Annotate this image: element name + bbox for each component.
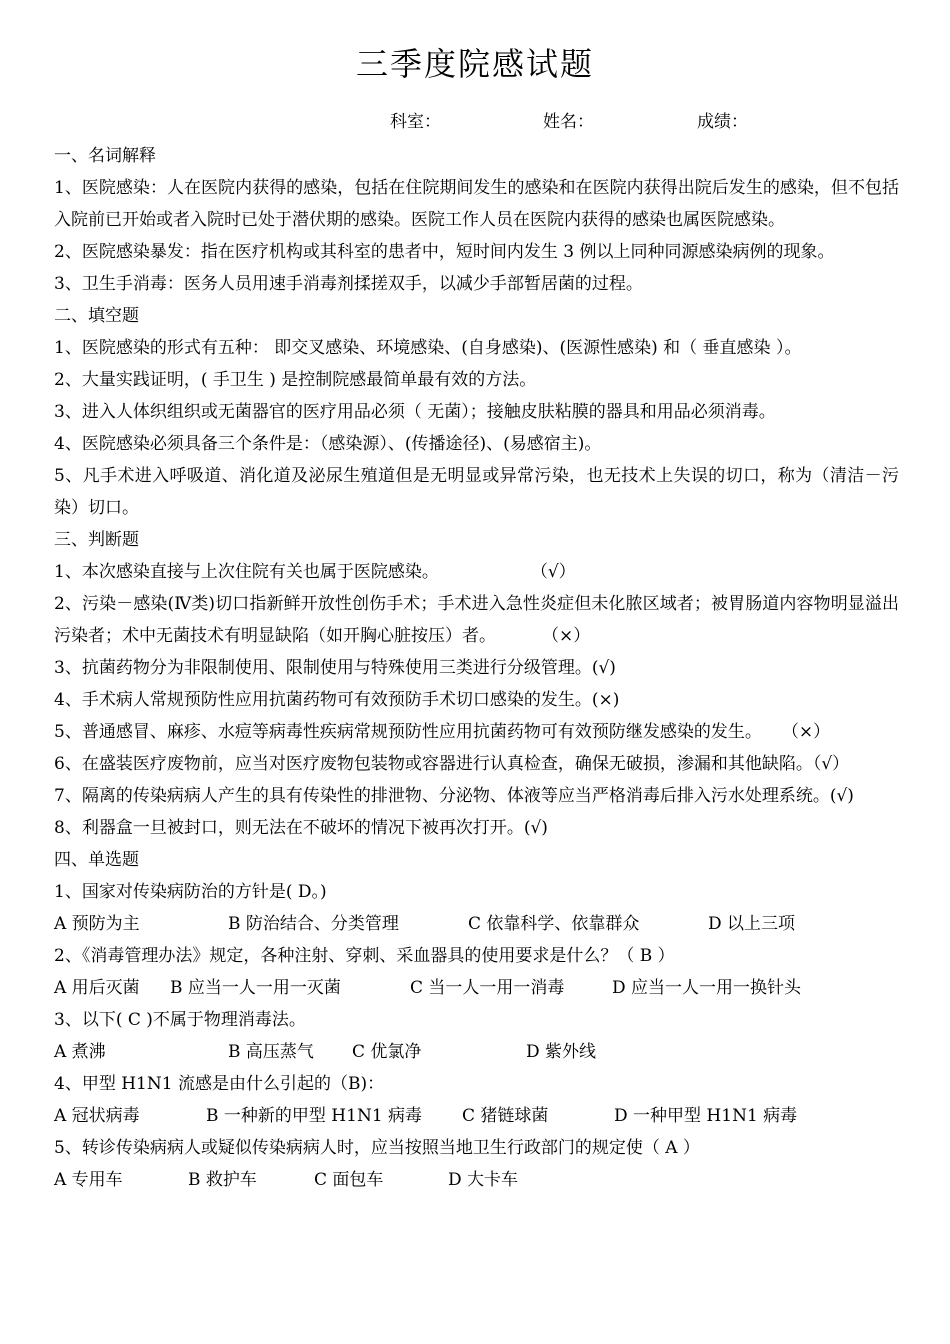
- question-text: 3、抗菌药物分为非限制使用、限制使用与特殊使用三类进行分级管理。(√): [54, 658, 616, 678]
- options-row: [54, 972, 899, 1004]
- answer-mark: （√）: [530, 562, 576, 582]
- option-a: A 专用车: [54, 1170, 123, 1190]
- question-text: 1、医院感染的形式有五种： 即交叉感染、环境感染、(自身感染)、(医源性感染) 和（ 垂直感染 ）。: [54, 338, 802, 358]
- options-row: [54, 1164, 899, 1196]
- option-d: D 以上三项: [708, 914, 796, 934]
- options-row: [54, 1036, 899, 1068]
- section-heading: 四、单选题: [54, 850, 139, 870]
- option-c: C 依靠科学、依靠群众: [468, 914, 640, 934]
- question-stem: 1、国家对传染病防治的方针是( D。): [54, 882, 327, 902]
- question-text: 4、医院感染必须具备三个条件是：（感染源）、(传播途径)、(易感宿主)。: [54, 434, 602, 454]
- question-text: 2、污染－感染(Ⅳ类)切口指新鲜开放性创伤手术；手术进入急性炎症但未化脓区域者；被胃肠道内容物明显溢出污染者；术中无菌技术有明显缺陷（如开胸心脏按压）者。: [54, 594, 899, 646]
- question-stem: 4、甲型 H1N1 流感是由什么引起的（B)：: [54, 1074, 385, 1094]
- judge-question: [54, 588, 899, 652]
- option-c: C 当一人一用一消毒: [410, 978, 565, 998]
- question-text: 3、进入人体织组织或无菌器官的医疗用品必须（ 无菌）；接触皮肤粘膜的器具和用品必须消毒。: [54, 402, 776, 422]
- question-text: 8、利器盒一旦被封口，则无法在不破坏的情况下被再次打开。(√): [54, 818, 548, 838]
- option-b: B 防治结合、分类管理: [228, 914, 399, 934]
- question-stem: 3、以下( C )不属于物理消毒法。: [54, 1010, 306, 1030]
- question-text: 2、大量实践证明，( 手卫生 ) 是控制院感最简单最有效的方法。: [54, 370, 537, 390]
- option-d: D 紫外线: [526, 1042, 597, 1062]
- options-row: [54, 908, 899, 940]
- question-text: 1、医院感染：人在医院内获得的感染，包括在住院期间发生的感染和在医院内获得出院后发生的感染，但不包括入院前已开始或者入院时已处于潜伏期的感染。医院工作人员在医院内获得的感染也属医院感染。: [54, 178, 899, 230]
- question-text: 4、手术病人常规预防性应用抗菌药物可有效预防手术切口感染的发生。(×): [54, 690, 620, 710]
- question-stem: 2、《消毒管理办法》规定，各种注射、穿刺、采血器具的使用要求是什么？（ B ）: [54, 946, 675, 966]
- option-a: A 用后灭菌: [54, 978, 140, 998]
- option-b: B 一种新的甲型 H1N1 病毒: [206, 1106, 423, 1126]
- option-a: A 煮沸: [54, 1042, 106, 1062]
- judge-question: [54, 556, 899, 588]
- answer-mark: （×）: [542, 626, 591, 646]
- score-label: 成绩：: [697, 112, 748, 132]
- option-a: A 预防为主: [54, 914, 140, 934]
- option-c: C 优氯净: [352, 1042, 422, 1062]
- question-stem: 5、转诊传染病病人或疑似传染病病人时，应当按照当地卫生行政部门的规定使（ A ）: [54, 1138, 700, 1158]
- question-text: 1、本次感染直接与上次住院有关也属于医院感染。: [54, 562, 439, 582]
- section-heading: 二、填空题: [54, 306, 139, 326]
- section-heading: 一、名词解释: [54, 146, 156, 166]
- question-text: 5、普通感冒、麻疹、水痘等病毒性疾病常规预防性应用抗菌药物可有效预防继发感染的发生。: [54, 722, 762, 742]
- question-text: 2、医院感染暴发：指在医疗机构或其科室的患者中，短时间内发生 3 例以上同种同源感染病例的现象。: [54, 242, 835, 262]
- option-b: B 高压蒸气: [228, 1042, 314, 1062]
- option-b: B 应当一人一用一灭菌: [170, 978, 341, 998]
- option-c: C 面包车: [314, 1170, 384, 1190]
- dept-label: 科室：: [390, 112, 441, 132]
- question-text: 3、卫生手消毒：医务人员用速手消毒剂揉搓双手，以减少手部暂居菌的过程。: [54, 274, 643, 294]
- question-text: 7、隔离的传染病病人产生的具有传染性的排泄物、分泌物、体液等应当严格消毒后排入污水处理系统。(√): [54, 786, 854, 806]
- section-heading: 三、判断题: [54, 530, 139, 550]
- question-text: 5、凡手术进入呼吸道、消化道及泌尿生殖道但是无明显或异常污染，也无技术上失误的切口，称为（清洁－污染）切口。: [54, 466, 899, 518]
- option-d: D 应当一人一用一换针头: [612, 978, 802, 998]
- answer-mark: （×）: [781, 722, 831, 742]
- options-row: [54, 1100, 899, 1132]
- page-title: 三季度院感试题: [355, 45, 594, 83]
- option-b: B 救护车: [188, 1170, 257, 1190]
- option-d: D 一种甲型 H1N1 病毒: [614, 1106, 798, 1126]
- option-c: C 猪链球菌: [462, 1106, 549, 1126]
- name-label: 姓名：: [543, 112, 594, 132]
- judge-question: [54, 716, 899, 748]
- exam-content: [54, 140, 899, 1196]
- option-d: D 大卡车: [448, 1170, 519, 1190]
- option-a: A 冠状病毒: [54, 1106, 140, 1126]
- question-text: 6、在盛装医疗废物前，应当对医疗废物包装物或容器进行认真检查，确保无破损，渗漏和其他缺陷。（√）: [54, 754, 850, 774]
